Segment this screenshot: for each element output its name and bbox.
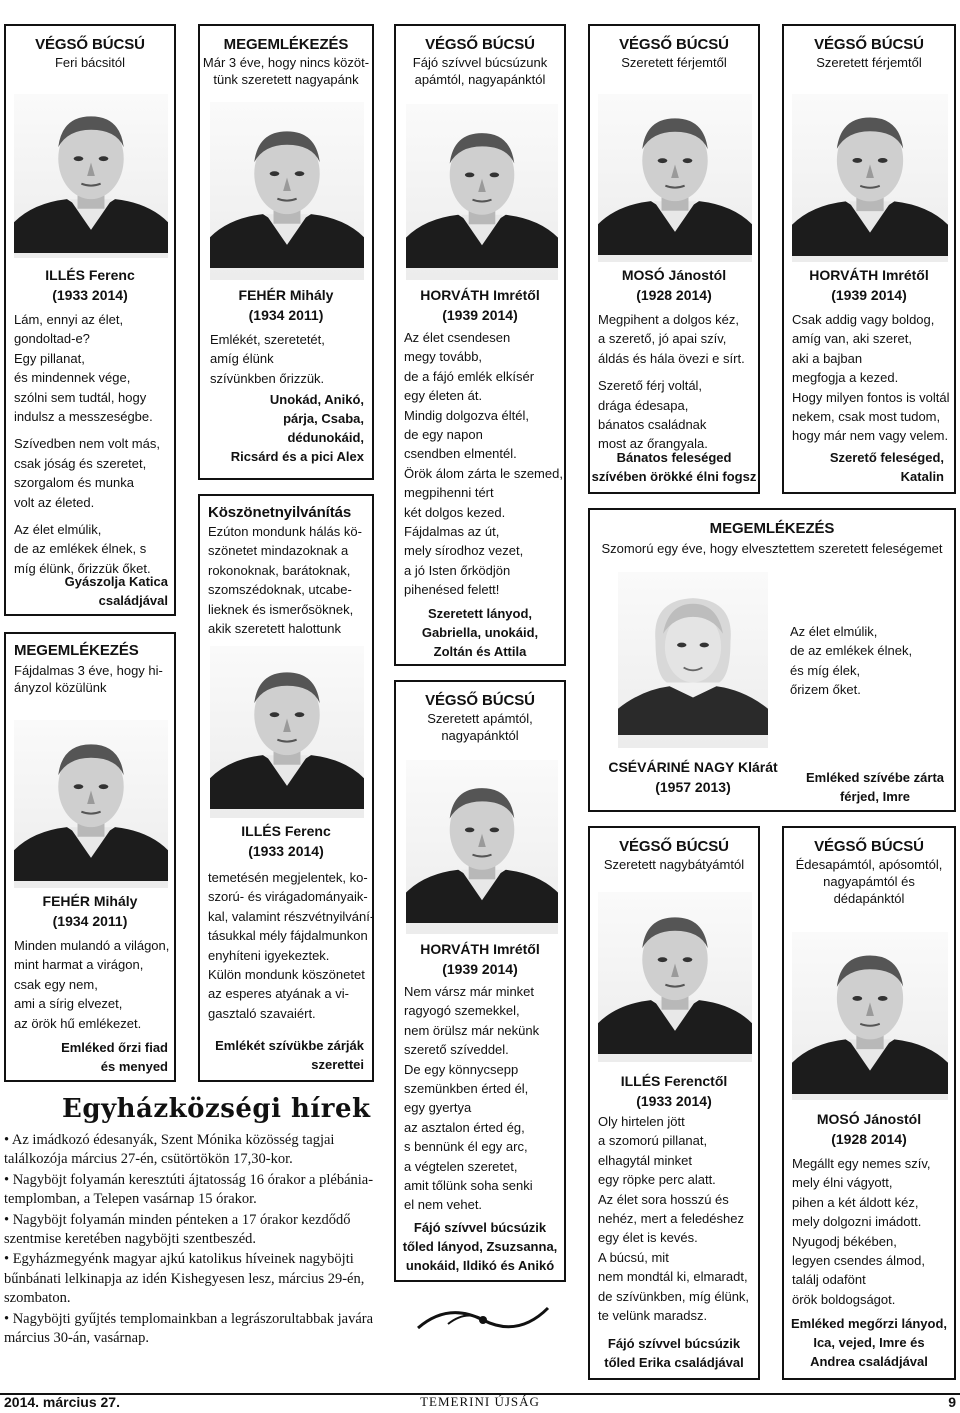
deceased-name: HORVÁTH Imrétől xyxy=(420,941,540,957)
poem: Lám, ennyi az élet, gondoltad-e? Egy pillanat, és mindennek vége, szólni sem tudtál, hogy indulsz a messzeségbe. Szívedben nem volt más, csak jóság és szeretet, szorgalom és munka volt az életed. Az élet elmúlik, de az emlékek élnek, s míg élünk, őrizzük őket. xyxy=(14,312,160,576)
poem: Az élet csendesen megy tovább, de a fájó emlék elkísér egy életen át. Mindig dolgozva éltél, de egy napon csendben elmentél. Örök álom zárta le szemed, megpihenni tért két dolgos kezed. Fájdalmas az út, mely sírodhoz vezet, a jó Isten őrködjön pihenésed felett! xyxy=(404,330,563,598)
signature: Fájó szívvel búcsúzik tőled lányod, Zsuzsanna, unokáid, Ildikó és Anikó xyxy=(402,1220,558,1273)
deceased-years: (1933 2014) xyxy=(248,843,324,859)
notice-heading: VÉGSŐ BÚCSÚ xyxy=(425,692,535,709)
notice-csevarine-nagy-klara xyxy=(588,508,956,812)
notice-horvath-imre-3 xyxy=(782,24,956,494)
deceased-name: MOSÓ Jánostól xyxy=(621,267,727,283)
deceased-name: CSÉVÁRINÉ NAGY Klárát xyxy=(608,759,778,775)
ornament-flourish xyxy=(408,1298,558,1340)
news-item: • Nagyböjt folyamán minden pénteken a 17 órakor kezdődő szentmise keretében nagyböjti szentbeszéd. xyxy=(4,1211,351,1248)
poem: Minden mulandó a világon, mint harmat a virágon, csak egy nem, ami a sírig elvezet, az örök hű emlékezet. xyxy=(14,938,170,1031)
deceased-years: (1928 2014) xyxy=(831,1131,907,1147)
deceased-name: HORVÁTH Imrétől xyxy=(420,287,540,303)
notice-subheading: Szeretett nagybátyámtól xyxy=(603,857,745,872)
deceased-years: (1934 2011) xyxy=(248,307,324,323)
poem: Megpihent a dolgos kéz, a szerető, jó apai szív, áldás és hála övezi e sírt. Szerető férj voltál, drága édesapa, bánatos családnak most az őrangyala. xyxy=(598,312,745,452)
notice-feher-mihaly-memorial xyxy=(4,632,176,1082)
notice-heading: VÉGSŐ BÚCSÚ xyxy=(619,838,729,855)
footer-paper-name: TEMERINI ÚJSÁG xyxy=(420,1394,540,1409)
signature: Fájó szívvel búcsúzik tőled Erika családjával xyxy=(604,1336,744,1370)
deceased-years: (1939 2014) xyxy=(831,287,907,303)
notice-subheading: Fájó szívvel búcsúzunk apámtól, nagyapánktól xyxy=(412,55,548,87)
notice-subheading: Fájdalmas 3 éve, hogy hi- ányzol közülünk xyxy=(14,663,163,695)
poem: Oly hirtelen jött a szomorú pillanat, elhagytál minket egy röpke perc alatt. Az élet sora hosszú és nehéz, mert a feledéshez egy élet is kevés. A búcsú, mit nem mondtál ki, elmaradt, de szívünkben, míg élünk, te velünk maradsz. xyxy=(598,1114,750,1324)
thanks-text-continued: temetésén megjelentek, ko- szorú- és virágadományaik- kal, valamint részvétnyilvání- tásukkal mély fájdalmunkon enyhíteni igyekeztek. Külön mondunk köszönetet az esperes atyának a vi- gasztaló szavaiért. xyxy=(208,870,375,1021)
notice-illes-ferenc-2 xyxy=(588,826,760,1380)
poem: Emlékét, szeretetét, amíg élünk szívünkben őrizzük. xyxy=(210,332,325,386)
notice-moso-janos-1 xyxy=(588,24,760,494)
deceased-name: FEHÉR Mihály xyxy=(238,287,334,303)
notice-feher-mihaly xyxy=(198,24,374,480)
deceased-years: (1939 2014) xyxy=(442,961,518,977)
footer-date: 2014. március 27. xyxy=(4,1394,120,1410)
portrait-photo xyxy=(14,720,168,888)
signature: Szeretett lányod, Gabriella, unokáid, Zoltán és Attila xyxy=(421,606,539,659)
notice-subheading: Szomorú egy éve, hogy elvesztettem szeretett feleségemet xyxy=(601,541,943,556)
signature: Unokád, Anikó, párja, Csaba, dédunokáid, Ricsárd és a pici Alex xyxy=(230,392,364,464)
deceased-name: HORVÁTH Imrétől xyxy=(809,267,929,283)
notice-heading: Köszönetnyilvánítás xyxy=(208,504,352,521)
news-item: • Nagyböjt folyamán keresztúti ájtatosság 16 órakor a plébánia-templomban, a Telepen vasárnap 15 órakor. xyxy=(4,1171,374,1208)
notice-heading: VÉGSŐ BÚCSÚ xyxy=(619,36,729,53)
notice-subheading: Szeretett férjemtől xyxy=(816,55,922,70)
poem: Az élet elmúlik, de az emlékek élnek, és míg élek, őrizem őket. xyxy=(790,624,913,698)
notice-heading: VÉGSŐ BÚCSÚ xyxy=(425,36,535,53)
signature: Gyászolja Katica családjával xyxy=(64,574,168,608)
deceased-years: (1933 2014) xyxy=(52,287,128,303)
signature: Emlékét szívükbe zárják szerettei xyxy=(215,1038,364,1072)
notice-heading: MEGEMLÉKEZÉS xyxy=(14,642,139,659)
notice-subheading: Szeretett férjemtől xyxy=(621,55,727,70)
signature: Emléked megőrzi lányod, Ica, vejed, Imre és Andrea családjával xyxy=(790,1316,948,1369)
notice-illes-ferenc xyxy=(4,24,176,616)
notice-subheading: Feri bácsitól xyxy=(54,55,126,70)
signature: Emléked szívébe zárta férjed, Imre xyxy=(805,770,945,804)
portrait-photo xyxy=(618,572,768,748)
deceased-name: ILLÉS Ferenc xyxy=(241,823,331,839)
news-item: • Egyházmegyénk magyar ajkú katolikus híveinek nagyböjti bűnbánati lelkinapja az idén Kishegyesen lesz, március 29-én, szombaton. xyxy=(4,1251,365,1307)
portrait-photo xyxy=(792,932,948,1100)
thanks-text: Ezúton mondunk hálás kö- szönetet mindazoknak a rokonoknak, barátoknak, szomszédoknak, utcabe- lieknek és ismerősöknek, akik szeretett halottunk xyxy=(208,524,362,637)
deceased-name: FEHÉR Mihály xyxy=(42,893,138,909)
portrait-photo xyxy=(210,102,364,280)
notice-heading: VÉGSŐ BÚCSÚ xyxy=(35,36,145,53)
deceased-years: (1934 2011) xyxy=(52,913,128,929)
portrait-photo xyxy=(598,892,752,1062)
deceased-years: (1928 2014) xyxy=(636,287,712,303)
poem: Megállt egy nemes szív, mely élni vágyott, pihen a két áldott kéz, mely dolgozni imádott. Nyugodj békében, legyen csendes álmod, találj odafönt örök boldogságot. xyxy=(792,1156,931,1307)
notice-moso-janos-2 xyxy=(782,826,956,1380)
deceased-years: (1957 2013) xyxy=(655,779,731,795)
deceased-name: MOSÓ Jánostól xyxy=(816,1111,922,1127)
deceased-name: ILLÉS Ferenctől xyxy=(620,1073,728,1089)
portrait-photo xyxy=(406,104,558,280)
notice-horvath-imre-2 xyxy=(394,680,566,1282)
church-news-list xyxy=(4,1131,384,1349)
footer-page-number: 9 xyxy=(948,1394,956,1410)
portrait-photo xyxy=(406,760,558,934)
notice-subheading: Szeretett apámtól, nagyapánktól xyxy=(427,711,533,743)
signature: Szerető feleséged, Katalin xyxy=(829,450,944,484)
notice-heading: VÉGSŐ BÚCSÚ xyxy=(814,838,924,855)
notice-subheading: Édesapámtól, apósomtól, nagyapámtól és dédapánktól xyxy=(795,857,943,906)
portrait-photo xyxy=(14,94,168,258)
notice-heading: VÉGSŐ BÚCSÚ xyxy=(814,36,924,53)
notice-heading: MEGEMLÉKEZÉS xyxy=(709,520,835,537)
signature: Emléked őrzi fiad és menyed xyxy=(61,1040,168,1074)
notice-subheading: Már 3 éve, hogy nincs közöt- tünk szeretett nagyapánk xyxy=(202,55,370,87)
deceased-name: ILLÉS Ferenc xyxy=(45,267,135,283)
news-item: • Nagyböjti gyűjtés templomainkban a legrászorultabbak javára március 30-án, vasárnap. xyxy=(4,1310,374,1347)
deceased-years: (1933 2014) xyxy=(636,1093,712,1109)
poem: Nem vársz már minket ragyogó szemekkel, nem örülsz már nekünk szerető szíveddel. De egy könnycsepp szemünkben érted él, egy gyertya az asztalon érted ég, s bennünk él egy arc, a végtelen szeretet, amit tőlünk soha senki el nem vehet. xyxy=(404,984,540,1213)
portrait-photo xyxy=(598,94,752,262)
poem: Csak addig vagy boldog, amíg van, aki szeret, aki a bajban megfogja a kezed. Hogy milyen fontos is voltál nekem, csak most tudom, hogy már nem vagy velem. xyxy=(792,312,950,444)
church-news-title: Egyházközségi hírek xyxy=(62,1094,371,1124)
portrait-photo xyxy=(792,94,948,262)
notice-heading: MEGEMLÉKEZÉS xyxy=(223,36,349,53)
news-item: • Az imádkozó édesanyák, Szent Mónika közösség tagjai találkozója március 27-én, csütörtökön 17,30-kor. xyxy=(4,1132,335,1168)
notice-thanks xyxy=(198,494,374,1082)
portrait-photo xyxy=(210,646,364,818)
notice-horvath-imre-1 xyxy=(394,24,566,666)
signature: Bánatos feleséged szívében örökké élni fogsz xyxy=(591,450,757,484)
deceased-years: (1939 2014) xyxy=(442,307,518,323)
